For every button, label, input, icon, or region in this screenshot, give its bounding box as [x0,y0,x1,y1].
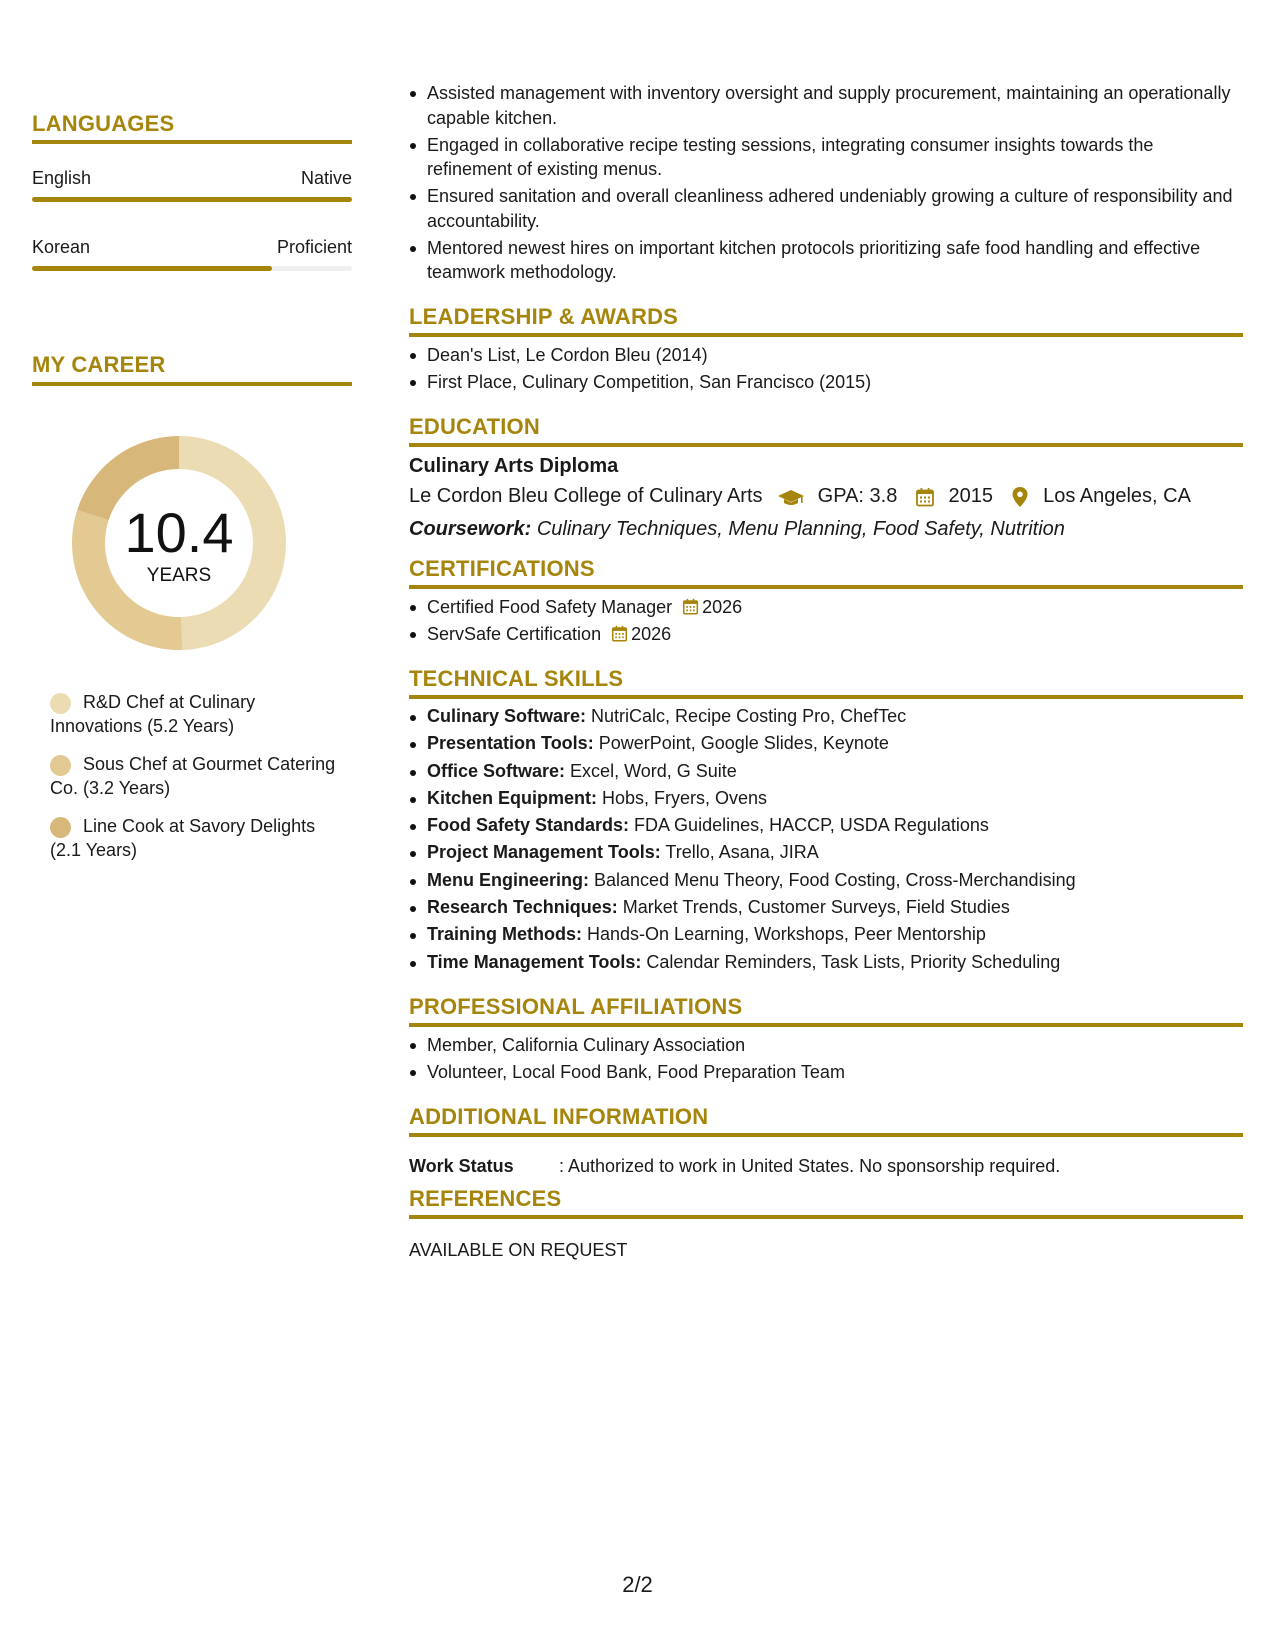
awards-title: LEADERSHIP & AWARDS [409,304,679,329]
skill-value: PowerPoint, Google Slides, Keynote [598,733,889,754]
skill-item [409,949,1243,976]
education-title: EDUCATION [409,414,540,439]
skills-title: TECHNICAL SKILLS [409,666,624,691]
skill-value: Excel, Word, G Suite [570,760,737,781]
skill-item [409,894,1243,921]
work-status-value: : Authorized to work in United States. No sponsorship required. [559,1156,1061,1176]
language-bar-track [32,266,352,271]
legend-dot-icon [50,817,71,838]
language-level: Native [300,168,352,188]
language-row-english [32,168,352,238]
skill-item [409,839,1243,866]
awards-list [409,343,1243,395]
legend-item [50,690,350,738]
skill-value: Hobs, Fryers, Ovens [602,787,768,808]
language-level: Proficient [276,237,352,257]
education-gpa: GPA: 3.8 [817,485,898,508]
skills-list [409,703,1243,976]
language-bar-fill [32,266,272,271]
certifications-rule [409,585,1243,589]
list-item: Ensured sanitation and overall cleanliness adhered undeniably growing a culture of responsibility and accountability. [409,184,1243,233]
language-bar-track [32,197,352,202]
skill-label: Presentation Tools: [427,733,594,754]
skill-label: Office Software: [427,760,566,781]
list-item: Dean's List, Le Cordon Bleu (2014) [409,343,1243,368]
certifications-title: CERTIFICATIONS [409,556,595,581]
affiliations-title: PROFESSIONAL AFFILIATIONS [409,994,743,1019]
skill-label: Training Methods: [427,924,582,945]
skill-item [409,812,1243,839]
calendar-icon [682,598,699,615]
career-title: MY CAREER [32,352,166,377]
skill-item [409,730,1243,757]
skill-value: NutriCalc, Recipe Costing Pro, ChefTec [591,706,907,726]
legend-dot-icon [50,755,71,776]
skills-rule [409,695,1243,699]
certification-date: 2026 [631,624,672,644]
legend-dot-icon [50,693,71,714]
skill-label: Time Management Tools: [427,951,642,972]
work-status-label: Work Status [409,1156,514,1176]
career-legend [50,690,350,876]
graduation-cap-icon [776,487,806,507]
skill-item [409,758,1243,785]
work-status [409,1156,1060,1177]
language-name: Korean [32,237,91,257]
list-item: Assisted management with inventory oversight and supply procurement, maintaining an operationally capable kitchen. [409,81,1243,130]
skill-item [409,867,1243,894]
list-item: Mentored newest hires on important kitchen protocols prioritizing safe food handling and effective teamwork methodology. [409,236,1243,285]
education-rule [409,443,1243,447]
affiliations-rule [409,1023,1243,1027]
calendar-icon [611,625,628,642]
skill-label: Menu Engineering: [427,869,589,890]
languages-rule [32,140,352,144]
education-degree: Culinary Arts Diploma [409,455,619,477]
skill-value: Market Trends, Customer Surveys, Field Studies [622,897,1010,918]
legend-label: R&D Chef at Culinary Innovations (5.2 Years) [50,692,256,736]
education-details [409,485,1191,508]
skill-label: Research Techniques: [427,897,618,918]
languages-title: LANGUAGES [32,111,175,136]
skill-value: Calendar Reminders, Task Lists, Priority Scheduling [646,951,1061,972]
page-number: 2/2 [622,1572,653,1597]
language-row-korean [32,237,352,307]
skill-item [409,703,1243,730]
legend-item [50,752,350,800]
list-item: Volunteer, Local Food Bank, Food Preparation Team [409,1060,1243,1085]
skill-value: Balanced Menu Theory, Food Costing, Cross-Merchandising [594,869,1076,890]
legend-label: Sous Chef at Gourmet Catering Co. (3.2 Years) [50,754,336,798]
list-item: Member, California Culinary Association [409,1033,1243,1058]
education-location: Los Angeles, CA [1043,485,1191,508]
additional-rule [409,1133,1243,1137]
list-item: Engaged in collaborative recipe testing sessions, integrating consumer insights towards the refinement of existing menus. [409,133,1243,182]
list-item [409,622,1243,647]
legend-label: Line Cook at Savory Delights (2.1 Years) [50,816,316,860]
additional-title: ADDITIONAL INFORMATION [409,1104,709,1129]
certification-name: Certified Food Safety Manager [427,597,673,617]
references-title: REFERENCES [409,1186,562,1211]
skill-value: Trello, Asana, JIRA [665,842,819,863]
awards-rule [409,333,1243,337]
coursework-value: Culinary Techniques, Menu Planning, Food Safety, Nutrition [536,518,1065,540]
certification-name: ServSafe Certification [427,624,602,644]
education-coursework [409,518,1065,541]
career-rule [32,382,352,386]
skill-label: Food Safety Standards: [427,815,630,836]
skill-item [409,921,1243,948]
education-school: Le Cordon Bleu College of Culinary Arts [409,485,763,508]
career-total-years: 10.4 [124,501,234,564]
language-bar-fill [32,197,352,202]
skill-label: Culinary Software: [427,706,587,726]
coursework-label: Coursework: [409,518,532,540]
experience-bullets [409,81,1243,287]
skill-value: Hands-On Learning, Workshops, Peer Mentorship [587,924,986,945]
skill-label: Kitchen Equipment: [427,787,597,808]
certifications-list [409,595,1243,647]
calendar-icon [915,487,935,507]
legend-item [50,814,350,862]
list-item: First Place, Culinary Competition, San Francisco (2015) [409,370,1243,395]
certification-date: 2026 [702,597,743,617]
career-total-unit: YEARS [146,565,212,586]
education-year: 2015 [948,485,993,508]
location-pin-icon [1011,486,1029,508]
skill-label: Project Management Tools: [427,842,661,863]
list-item [409,595,1243,620]
language-name: English [32,168,92,188]
references-rule [409,1215,1243,1219]
skill-item [409,785,1243,812]
affiliations-list [409,1033,1243,1085]
references-text: AVAILABLE ON REQUEST [409,1240,628,1260]
skill-value: FDA Guidelines, HACCP, USDA Regulations [634,815,989,836]
